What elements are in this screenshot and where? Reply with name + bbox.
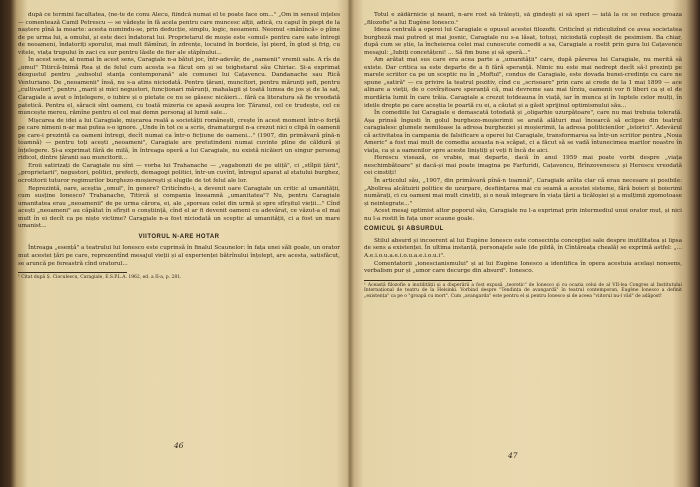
page-number: 46 (174, 441, 184, 450)
page-number: 47 (508, 451, 518, 460)
paragraph: În acest sens, al numai în acest sens, Caragiale n-a bătut joc, într-adevăr, de „oamenii" vremii sale. A rîs de „omul" Titircă-Inimă Rea și de felul cum acesta s-a făcut om și se teighetarul său Chiriac. Și-a exprimat dezgustul pentru „subsolul stanța contemporană" ale comunei lui Cațavencu. Dandanache sau Rică Venturiano. De „neoamenii" însă, nu s-a atins niciodată. Pentru țărani, muncitori, pentru mărunți șefi, pentru „cultivatori", pentru „marii și mici negustori, funcționari mărunți, mahalagii și toată lumea de jos și de la sat, Caragiale a avut o înțelegere, o iubire și o pietate ce nu se găsesc nicăieri... fără ca literatura să fie vreodată patetică. Pentru el, săracii sînt oameni, cu toată mizeria ce apasă asupra lor. Țăranul, cel ce trudește, cel ce muncește mereu, rămîne pentru el cel mai demn personaj al lumii sale... (18, 57, 340, 117)
paragraph: Totul e zădărnicie și neant, n-are rost să trăiești, să gîndești și să speri — iată la ce se reduce groaza „filozofie" a lui Eugène Ionesco.¹ (364, 12, 682, 26)
paragraph: Herescu visează, ce vrabie, mai departe, dacă în anul 1959 mai poate vorbi despre „viața neschimbătoare" și dacă-și mai poate imagina pe Farfuridi, Cațavencu, Brînzovenescu și Herescu vreodată cei cinstiți! (364, 155, 682, 177)
section-heading: VIITORUL N-ARE HOTAR (138, 233, 220, 240)
left-page (18, 12, 340, 482)
section-heading: COMICUL ȘI ABSURDUL (364, 226, 444, 233)
paragraph: Ideea centrală a operei lui Caragiale e opusul acestei filozofii. Criticînd și ridiculizînd ce avea societatea burgheză mai putred și mai josnic, Caragiale nu s-a lăsat, totuși, niciodată copleșit de pesimism. Ba chiar, după cum se știe, la încheierea celei mai cunoscute comedii a sa, Caragiale a rostit prin gura lui Cațavencu mesajul: „Iubiți concetățeni! ... Să fim bune și să speră..." (364, 27, 682, 56)
footnote: ¹ Citat după Ș. Cioculescu, Caragiale, E.S.P.L.A. 1962, ed. a II-a, p. 281. (18, 275, 182, 281)
left-page-text (18, 12, 340, 268)
footnote: ¹ Această filozofie a inutilității și a disperării a fost expusă „teoretic" de Ionesco și cu ocazia celui de al VII-lea Congres al Institutului Internațional de teatru de la Helsinki. Vorbind despre "Tendința de avangardă" în teatrul contemporan, Eugène Ionesco a definit „existența" ca pe o "groapă cu mort". Cum „avangarda" este pentru el și pentru Ionesco și de aceea "viitorul nu-l văd" de adăpost! (364, 282, 682, 299)
paragraph: Întreaga „esență" a teatrului lui Ionesco este cuprinsă în finalul Scaunelor: în fața unei săli goale, un orator mut acestei țări pe care, reprezentînd mesajul vieții și al experienței bătrînului înțelept, are acesta, satisfăcut, se aruncă pe fereastră cînd oratorul... (18, 245, 340, 267)
paragraph: În comediile lui Caragiale e demascată totodată și „oligarhie uzurpătoare", care nu mai trebuia tolerată. Așa prinsă îngusti în golul burghezo-moșierimii se arată alături mai încearcă să eclipse din teatrul caragialesc glumele nemiloase la adresa burgheziei și moșierimii, la adresa politicienilor „istorici". Adevărul că activitatea în campania de falsificare a operei lui Caragiale, transformarea sa într-un scriitor pentru „Noua Americ" a fost mai mult de comedia aceasta n-a scăpat, ci a făcut să se vadă întunecimea marilor noastre în viața, ca și a oamenilor spre aceste liniștiți și veți fi încă de aici. (364, 110, 682, 154)
paragraph: În articolul său, „1907, din primăvară pînă-n toamnă", Caragiale arăta clar că erau necesare și posibile: „Abolirea alcătuirii politice de uzurpare, desființarea mai cu seamă a acestei sisteme, fără boieri și boierimi numărați, ci cu oameni mai mult cinstiți, și o nouă integrare în viața țării a ticăloșiei și a mulțimii zgomotoase și neintegrate..." (364, 178, 682, 207)
right-page-text (364, 12, 682, 276)
paragraph: Reprezintă, oare, aceștia „omul", în genere? Criticîndu-i, a devenit oare Caragiale un critic al umanității, cum susține Ionesco? Trahanache, Titircă și compania înseamnă „umanitatea"? Nu, pentru Caragiale umanitatea erau „neoamenii" de pe urma cărora, ei, ale „sporeau celei din urmă și spre sfîrșitul vieții..." Cînd acești „neoameni" au căpătat în sfîrșit o conștiință, cînd el ar fi devenit oameni cu adevărat, ce văzut-a el mai mult în ei decît ca pe niște victime? Caragiale n-a fost niciodată un sceptic al umanității, ci a fost un mare umanist... (18, 185, 340, 230)
paragraph: Am arătat mai sus care era acea parte a „umanității" care, după părerea lui Caragiale, nu merită să existe. Dar critica sa este departe de a fi fără speranță. Nimic nu este mai nedrept decît să-l prezinți pe marele scriitor ca pe un sceptic nu în „Moftul", condus de Caragiale, este dovada bunei-credințe cu care ne spune „satiră" — cu privire la teatrul pozitiv, cînd cu „scrisoare" prin care ai crede de la 1 mai 1899 — ace alinare a vieții, de o covîrșitoare speranță că, mai devreme sau mai tîrziu, oamenii vor fi liberi ca și el de murdăria lumii în care trăia. Caragiale a crezut totdeauna în viață, iar în munca și în luptele celor mulți, în ideile drepte pe care aceștia le poartă cu ei, a căutat și a găsit sprijinul optimismului său... (364, 57, 682, 109)
paragraph: Acest mesaj optimist altor poporul său, Caragiale nu l-a exprimat prin intermediul unui orator mut, și nici nu l-a rostit în fața unor scaune goale. (364, 208, 682, 222)
footnote-rule (18, 272, 127, 273)
paragraph: Eroii satirizați de Caragiale nu sînt — vorba lui Trahanache — „vagabonzii de pe uliță", ci „stîlpii țării", „proprietarii", negustori, politici, prefecți, demagogi politici, într-un cuvînt, întregul aparat al statului burghez, ocrotitorii tuturor regimurilor burghezo-moșierești și slugile de tot felul ale lor. (18, 162, 340, 185)
right-page (364, 12, 682, 482)
paragraph: Comentatorii „ionescianismului" și ai lui Eugène Ionesco a identifica în opera acestuia același nonsens, verbalism pur și „umor care decurge din absurd". Ionesco. (364, 260, 682, 275)
paragraph: după ce termini facultatea, (ne-te de conu Alecu, fiindcă numai el te poate face om..." „Om în sensul înțeles — comentează Camil Petrescu — se vădește în fă acela pentru care muncesc alții, adică, cu capul în piept de la naștere pînă la moarte: acesta numindu-se, prin deducție, simplu, logic, neoameni. Neomul «mănîncă» o pîine de pe urma lui, a omului, și este deci îndatorat lui. Proprietarul de moșie este «omul» pentru care sate întregi de neoameni, îndatoriți sporului, mai mult flămînzi, în zdrențe, locuind în bordeie, își pierd, în glod și frig, cu vitele, viața trupului în zaci cu sur pentru lăsile de fier ale stăpînului... (18, 12, 340, 56)
footnote-rule (364, 280, 472, 281)
paragraph: Mișcarea de idei a lui Caragiale, mișcarea reală a societății românești, crește în acest moment într-o forță pe care nimeni n-ar mai putea s-o ignore. „Unde în tot ce a scris, dramaturgul n-a crezut nici o clipă în oamenii pe care-i prezintă ca oameni întregi, decît numai ca într-o ficțiune de oameni..." (1907, din primăvară pînă-n toamnă) — pentru toți acești „neoameni", Caragiale are pretutindeni numai cuvinte pline de căldură și înțelegere. Și-a exprimat fără de milă, în întreaga operă a lui Caragiale, nu există nicăieri un singur personaj ridicol, dintre țăranii sau muncitorii... (18, 117, 340, 162)
paragraph: Stilul absurd și incoerent al lui Eugène Ionesco este consecința concepției sale despre inutilitatea și lipsa de sens a existenței. În ultima instanță, personajele sale (de pildă, în Cîntăreața cheală) se exprimă astfel: „... A.e.i.o.u.a.e.i.o.u.a.e.i.o.u.i". (364, 237, 682, 259)
